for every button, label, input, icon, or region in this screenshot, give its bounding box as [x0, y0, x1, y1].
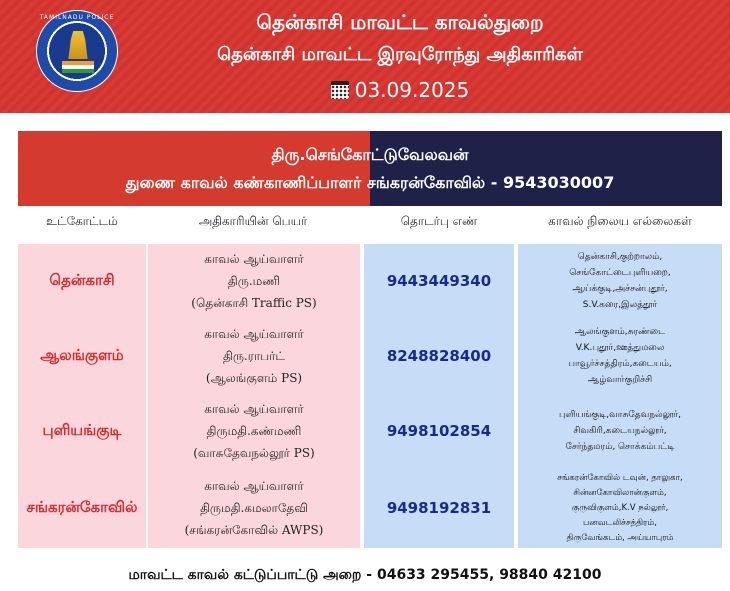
- row-3-limits: [518, 394, 722, 468]
- officer-rank: காவல் ஆய்வாளர்: [204, 402, 304, 416]
- officer-station: (ஆலங்குளம் PS): [205, 371, 303, 385]
- limit-line: சங்கரன்கோவில் டவுன், தாலுகா,: [557, 472, 683, 483]
- temple-tower-icon: [66, 31, 90, 59]
- limit-line: புளியங்குடி,வாசுதேவநல்லூர்,: [558, 410, 682, 420]
- limit-line: சின்னகோவிலான்குளம்,: [573, 487, 667, 498]
- col-header-limits: காவல் நிலைய எல்லைகள்: [548, 214, 692, 228]
- row-2-limits: [518, 318, 722, 394]
- dsp-name: திரு.செங்கோட்டுவேலவன்: [271, 145, 469, 164]
- col-header-officer: அதிகாரியின் பெயர்: [198, 214, 308, 228]
- officer-name: திருமதி.கமலாதேவி: [200, 501, 308, 515]
- row-2-division: ஆலங்குளம்: [18, 318, 146, 394]
- police-logo: [36, 10, 118, 92]
- limit-line: குருவிகுளம்,K.V நல்லூர்,: [571, 502, 669, 513]
- row-2-officer: [146, 318, 360, 394]
- officer-name: திரு.மணி: [227, 274, 281, 288]
- limit-line: S.V.கரை,இலத்தூர்: [582, 300, 658, 310]
- row-1-limits: [518, 244, 722, 318]
- page-subtitle: தென்காசி மாவட்ட இரவுரோந்து அதிகாரிகள்: [217, 44, 583, 65]
- limit-line: தென்காசி,குற்றாலம்,: [577, 252, 663, 262]
- col-header-phone: தொடர்பு எண்: [400, 214, 478, 228]
- row-3-division: புளியங்குடி: [18, 394, 146, 468]
- logo-text: TAMILNADU POLICE: [39, 14, 115, 21]
- limit-line: V.K.புதூர்,ஊத்துமலை: [575, 343, 665, 353]
- date-line: [130, 78, 670, 102]
- col-header-division: உட்கோட்டம்: [46, 214, 118, 228]
- banner-left-panel: [18, 131, 370, 206]
- limit-line: செங்கோட்டைபுளியறை,: [569, 268, 671, 278]
- officer-rank: காவல் ஆய்வாளர்: [204, 479, 304, 493]
- officer-station: (தென்காசி Traffic PS): [191, 296, 317, 310]
- dsp-role: துணை காவல் கண்காணிப்பாளர் சங்கரன்கோவில் - 9543030007: [125, 173, 615, 192]
- limit-line: சேர்ந்தமரம், சொக்கம்பட்டி: [565, 442, 675, 452]
- header: [0, 0, 730, 113]
- row-4-limits: [518, 468, 722, 548]
- row-4-phone: 9498192831: [362, 468, 516, 548]
- row-1-division: தென்காசி: [18, 244, 146, 318]
- officer-station: (வாசுதேவநல்லூர் PS): [193, 446, 315, 460]
- row-4-officer: [146, 468, 360, 548]
- officer-name: திருமதி.கண்மணி: [206, 424, 302, 438]
- row-4-division: சங்கரன்கோவில்: [18, 468, 146, 548]
- banner-right-panel: [370, 131, 722, 206]
- limit-line: பாவூர்ச்சத்திரம்,கடையம்,: [568, 359, 672, 369]
- limit-line: ஆய்க்குடி,அச்சன்புதூர்,: [572, 284, 668, 294]
- row-1-officer: [146, 244, 360, 318]
- limit-line: பனவடலிச்சத்திரம்,: [583, 517, 657, 528]
- limit-line: ஆழ்வார்குறிச்சி: [587, 375, 653, 385]
- officer-name: திரு.ராபர்ட்: [223, 349, 285, 363]
- date-text: 03.09.2025: [354, 78, 470, 102]
- row-3-officer: [146, 394, 360, 468]
- flag-icon: [62, 61, 94, 73]
- limit-line: சிவகிரி,கடையநல்லூர்,: [573, 426, 667, 436]
- row-1-phone: 9443449340: [362, 244, 516, 318]
- page-title: தென்காசி மாவட்ட காவல்துறை: [256, 10, 544, 34]
- officer-station: (சங்கரன்கோவில் AWPS): [184, 523, 324, 537]
- row-2-phone: 8248828400: [362, 318, 516, 394]
- control-room-footer: மாவட்ட காவல் கட்டுப்பாட்டு அறை - 04633 295455, 98840 42100: [128, 567, 602, 583]
- officer-rank: காவல் ஆய்வாளர்: [204, 327, 304, 341]
- limit-line: ஆலங்குளம்,சுரண்டை: [574, 327, 666, 337]
- row-3-phone: 9498102854: [362, 394, 516, 468]
- dsp-banner: [18, 131, 722, 206]
- calendar-icon: [331, 81, 349, 99]
- officer-rank: காவல் ஆய்வாளர்: [204, 252, 304, 266]
- limit-line: திருவேங்கடம், அய்யாபுரம்: [566, 532, 674, 543]
